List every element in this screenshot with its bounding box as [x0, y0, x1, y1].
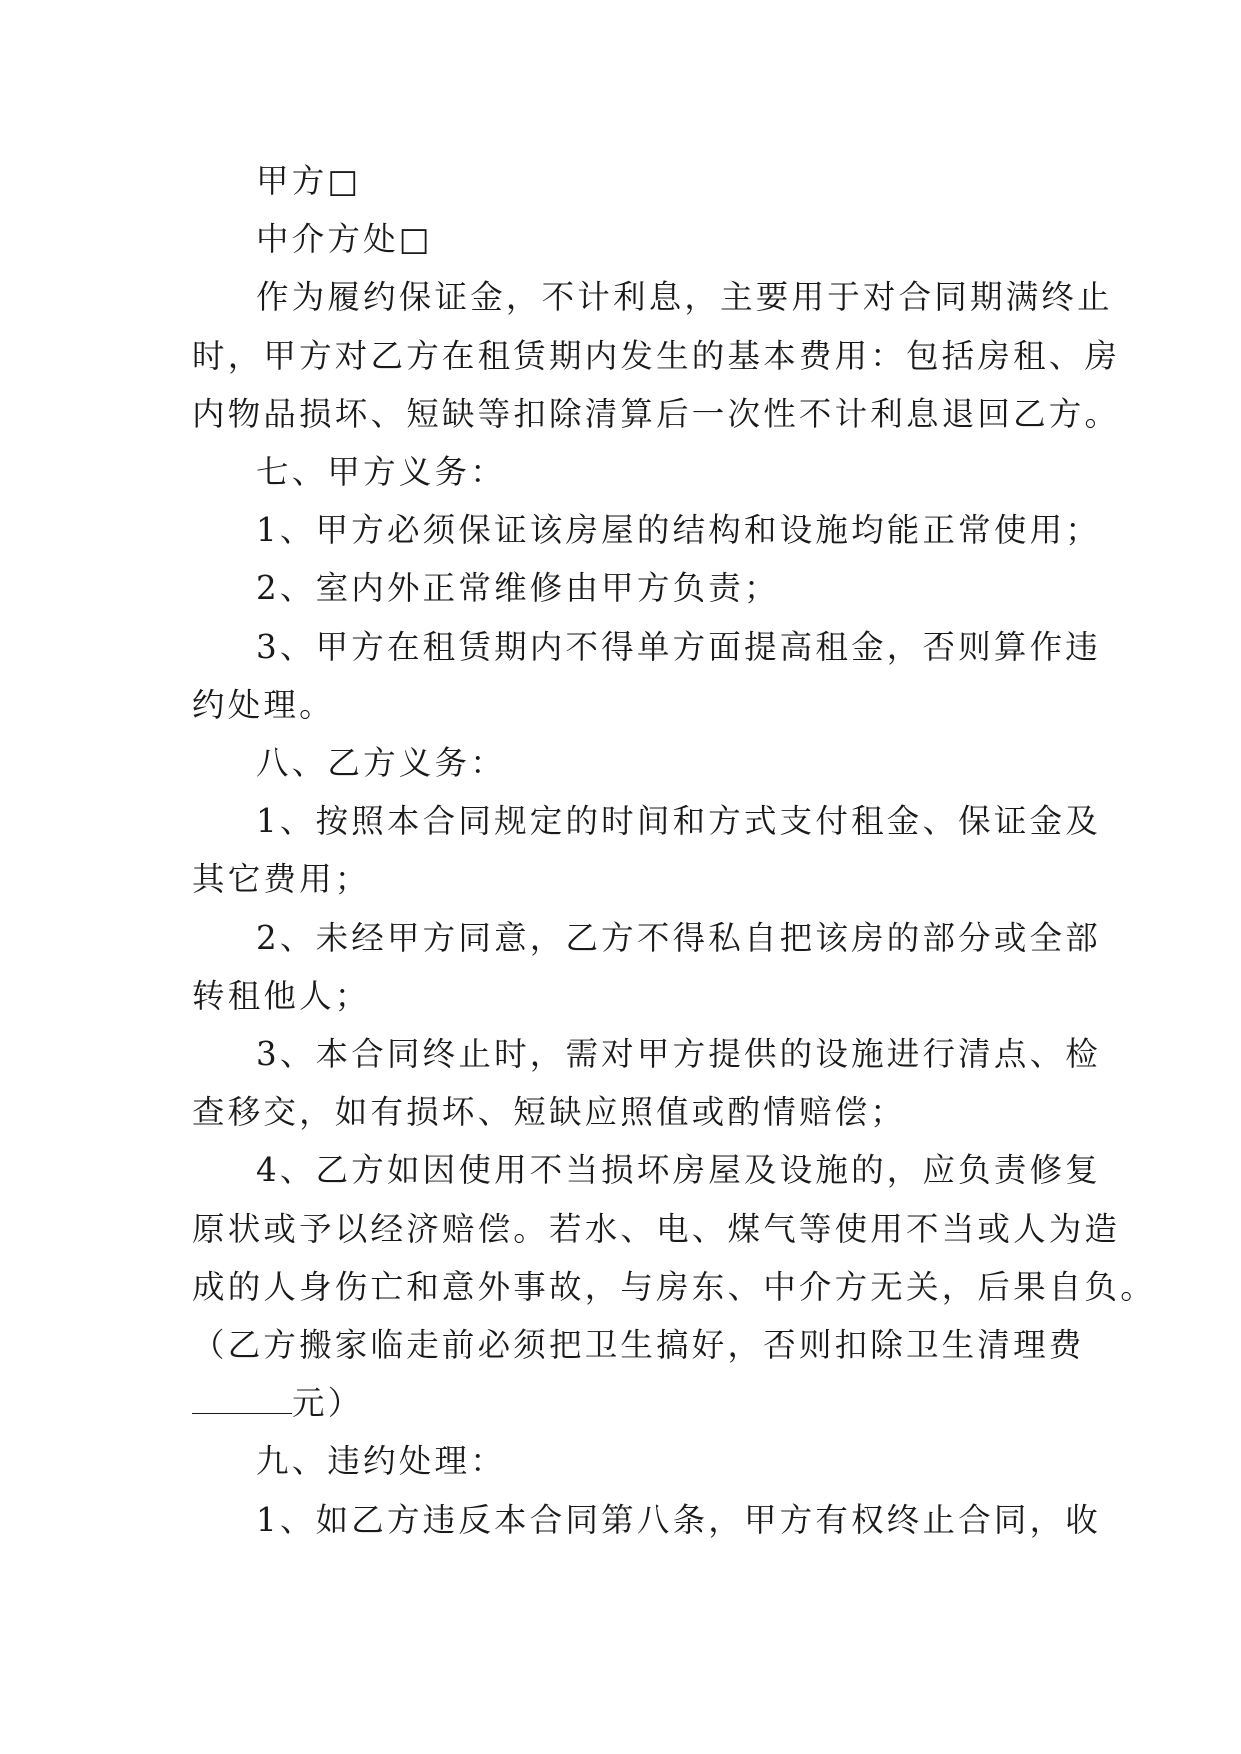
fee-line — [192, 1374, 1052, 1432]
clause-line: 1、甲方必须保证该房屋的结构和设施均能正常使用； — [256, 511, 1101, 550]
clause-line: 查移交，如有损坏、短缺应照值或酌情赔偿； — [192, 1093, 907, 1132]
clause-line: 其它费用； — [192, 860, 371, 899]
clause-line: 4、乙方如因使用不当损坏房屋及设施的，应负责修复 — [256, 1151, 1101, 1190]
clause-line: 1、如乙方违反本合同第八条，甲方有权终止合同，收 — [256, 1500, 1101, 1539]
document-body — [192, 152, 1156, 1549]
section-heading-8: 八、乙方义务： — [256, 744, 506, 783]
paragraph-line: 时，甲方对乙方在租赁期内发生的基本费用：包括房租、房 — [192, 336, 1121, 375]
clause-line: 成的人身伤亡和意外事故，与房东、中介方无关，后果自负。 — [192, 1267, 1156, 1306]
clause-line: 1、按照本合同规定的时间和方式支付租金、保证金及 — [256, 802, 1101, 841]
clause-line: 2、室内外正常维修由甲方负责； — [256, 569, 780, 608]
clause-line: 约处理。 — [192, 685, 335, 724]
agent-line: 中介方处□ — [256, 220, 433, 259]
section-heading-7: 七、甲方义务： — [256, 453, 506, 492]
party-a-line: 甲方□ — [256, 162, 362, 200]
clause-line: 2、未经甲方同意，乙方不得私自把该房的部分或全部 — [256, 918, 1101, 957]
blank-underline — [192, 1383, 292, 1414]
fee-unit-text: 元） — [292, 1384, 364, 1423]
clause-line: 原状或予以经济赔偿。若水、电、煤气等使用不当或人为造 — [192, 1209, 1121, 1248]
clause-line: 3、甲方在租赁期内不得单方面提高租金，否则算作违 — [256, 627, 1101, 666]
clause-line: 转租他人； — [192, 976, 371, 1015]
clause-line: 3、本合同终止时，需对甲方提供的设施进行清点、检 — [256, 1035, 1101, 1074]
section-heading-9: 九、违约处理： — [256, 1442, 506, 1481]
paragraph-line: 内物品损坏、短缺等扣除清算后一次性不计利息退回乙方。 — [192, 394, 1121, 433]
clause-line: （乙方搬家临走前必须把卫生搞好，否则扣除卫生清理费 — [192, 1326, 1085, 1365]
paragraph-line: 作为履约保证金，不计利息，主要用于对合同期满终止 — [256, 278, 1113, 317]
